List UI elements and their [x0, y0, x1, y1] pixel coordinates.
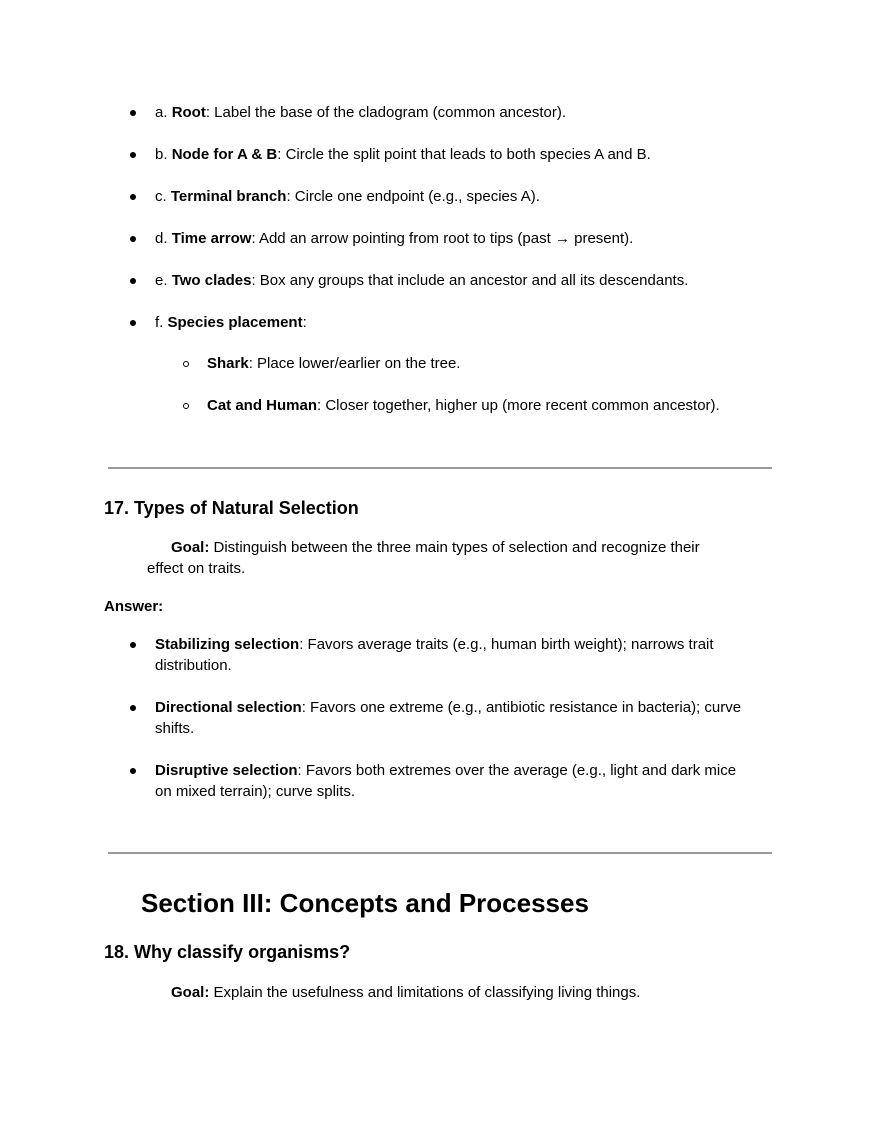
section-title: Section III: Concepts and Processes — [141, 888, 589, 918]
answer-label: Answer: — [104, 598, 164, 615]
list-item — [155, 230, 633, 248]
item-term: Shark — [207, 355, 249, 372]
item-prefix: e. — [155, 272, 172, 289]
goal-line — [171, 984, 640, 1002]
bullet-icon — [130, 152, 136, 158]
answer-text: : Favors one extreme (e.g., antibiotic resistance in bacteria); curve — [301, 699, 742, 716]
item-term: Time arrow — [171, 230, 252, 247]
list-item — [155, 146, 651, 164]
answer-text-continued: shifts. — [155, 720, 195, 737]
bullet-icon — [130, 278, 136, 284]
goal-text: Distinguish between the three main types of selection and recognize their — [209, 539, 700, 556]
item-text: : Label the base of the cladogram (common ancestor). — [205, 104, 567, 121]
item-text: : Circle the split point that leads to both species A and B. — [277, 146, 651, 163]
bullet-icon — [130, 642, 136, 648]
hollow-bullet-icon — [183, 361, 189, 367]
answer-text-continued: on mixed terrain); curve splits. — [155, 783, 356, 800]
bullet-icon — [130, 194, 136, 200]
item-prefix: f. — [155, 314, 168, 331]
item-prefix: d. — [155, 230, 172, 247]
sub-list-item — [207, 355, 460, 373]
item-term: Node for A & B — [171, 146, 278, 163]
answer-item — [155, 636, 714, 654]
item-term: Cat and Human — [207, 397, 318, 414]
goal-text: Explain the usefulness and limitations of classifying living things. — [209, 984, 641, 1001]
horizontal-divider — [108, 852, 772, 854]
bullet-icon — [130, 236, 136, 242]
answer-term: Stabilizing selection — [155, 636, 300, 653]
goal-line-continued: effect on traits. — [147, 560, 246, 577]
bullet-icon — [130, 705, 136, 711]
list-item — [155, 314, 307, 332]
item-text: : Closer together, higher up (more recent common ancestor). — [317, 397, 720, 414]
item-text: : — [302, 314, 307, 331]
list-item — [155, 104, 566, 122]
item-text: : Box any groups that include an ancestor and all its descendants. — [251, 272, 689, 289]
horizontal-divider — [108, 467, 772, 469]
item-text: : Add an arrow pointing from root to tips (past → present). — [251, 230, 634, 247]
answer-text: : Favors average traits (e.g., human birth weight); narrows trait — [299, 636, 714, 653]
sub-list-item — [207, 397, 720, 415]
bullet-icon — [130, 110, 136, 116]
item-prefix: b. — [155, 146, 172, 163]
bullet-icon — [130, 768, 136, 774]
item-term: Two clades — [171, 272, 252, 289]
goal-label: Goal: — [171, 539, 210, 556]
question-17-heading: 17. Types of Natural Selection — [104, 498, 359, 518]
item-text: : Circle one endpoint (e.g., species A). — [286, 188, 540, 205]
item-term: Terminal branch — [170, 188, 287, 205]
hollow-bullet-icon — [183, 403, 189, 409]
list-item — [155, 188, 540, 206]
item-prefix: a. — [155, 104, 172, 121]
list-item — [155, 272, 688, 290]
answer-text-continued: distribution. — [155, 657, 232, 674]
item-text: : Place lower/earlier on the tree. — [248, 355, 461, 372]
item-term: Root — [171, 104, 206, 121]
question-18-heading: 18. Why classify organisms? — [104, 942, 351, 962]
answer-item — [155, 699, 741, 717]
answer-term: Disruptive selection — [155, 762, 298, 779]
answer-term: Directional selection — [155, 699, 302, 716]
answer-text: : Favors both extremes over the average (e.g., light and dark mice — [297, 762, 737, 779]
answer-item — [155, 762, 736, 780]
goal-line — [171, 539, 700, 557]
item-term: Species placement — [167, 314, 303, 331]
goal-label: Goal: — [171, 984, 210, 1001]
item-prefix: c. — [155, 188, 171, 205]
bullet-icon — [130, 320, 136, 326]
